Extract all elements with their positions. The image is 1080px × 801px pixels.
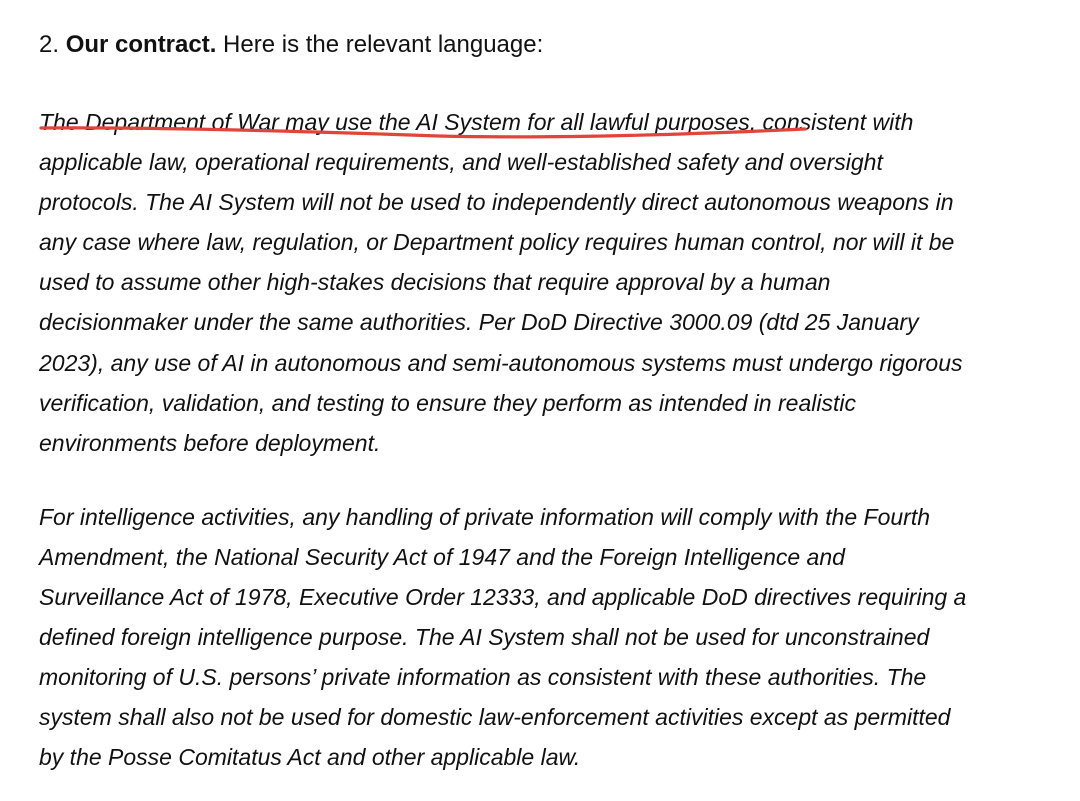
- line-remainder: consistent with: [756, 109, 914, 135]
- paragraph-line: by the Posse Comitatus Act and other applicable law.: [39, 744, 581, 771]
- paragraph-line: 2023), any use of AI in autonomous and semi-autonomous systems must undergo rigorous: [39, 349, 963, 376]
- section-title: Our contract.: [65, 31, 217, 58]
- paragraph-line: used to assume other high-stakes decisions that require approval by a human: [39, 269, 831, 296]
- paragraph-line: applicable law, operational requirements, and well-established safety and oversight: [39, 149, 883, 176]
- paragraph-line: any case where law, regulation, or Department policy requires human control, nor will it be: [39, 229, 955, 256]
- paragraph-line: protocols. The AI System will not be used to independently direct autonomous weapons in: [39, 189, 954, 216]
- paragraph-line: Surveillance Act of 1978, Executive Order 12333, and applicable DoD directives requiring a: [39, 584, 967, 611]
- document-body: [39, 28, 1039, 778]
- section-number: 2.: [39, 31, 60, 58]
- paragraph-line: verification, validation, and testing to ensure they perform as intended in realistic: [39, 389, 856, 416]
- section-heading: [39, 28, 1039, 62]
- contract-paragraph-2: [39, 497, 1039, 778]
- paragraph-line: system shall also not be used for domestic law-enforcement activities except as permitted: [39, 704, 951, 731]
- paragraph-line: defined foreign intelligence purpose. The AI System shall not be used for unconstrained: [39, 624, 930, 651]
- highlighted-clause: The Department of War may use the AI System for all lawful purposes,: [39, 109, 757, 135]
- section-intro: Here is the relevant language:: [216, 31, 544, 58]
- paragraph-line: Amendment, the National Security Act of 1947 and the Foreign Intelligence and: [39, 543, 845, 570]
- contract-paragraph-1: [39, 102, 1039, 463]
- paragraph-line: decisionmaker under the same authorities. Per DoD Directive 3000.09 (dtd 25 January: [39, 309, 919, 336]
- paragraph-line: [39, 102, 1039, 142]
- paragraph-line: monitoring of U.S. persons’ private information as consistent with these authorities. The: [39, 664, 927, 691]
- paragraph-line: For intelligence activities, any handling of private information will comply with the Fourth: [39, 503, 931, 530]
- paragraph-line: environments before deployment.: [39, 429, 381, 456]
